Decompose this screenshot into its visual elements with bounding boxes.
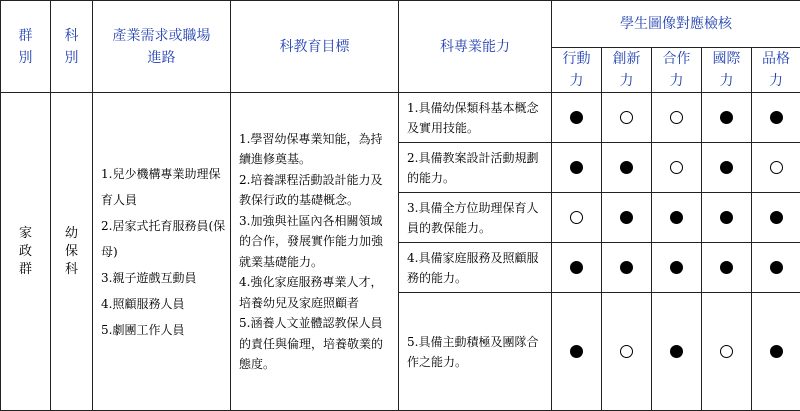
mark-cell (602, 93, 652, 143)
empty-circle-icon (570, 211, 583, 224)
career-item-text: 1.兒少機構專業助理保育人員 (101, 167, 220, 207)
filled-circle-icon (620, 261, 633, 274)
empty-circle-icon (670, 111, 683, 124)
mark-cell (652, 193, 702, 243)
ability-cell-2 (399, 143, 552, 193)
ability-text: 5.具備主動積極及團隊合作之能力。 (399, 332, 551, 372)
goal-item (239, 170, 394, 211)
portrait-col-label: 國際 力 (702, 48, 751, 92)
mark-cell (702, 93, 752, 143)
mark-cell (752, 293, 800, 411)
goals-cell (231, 93, 399, 411)
empty-circle-icon (720, 345, 733, 358)
career-item (101, 161, 226, 213)
mark-cell (552, 193, 602, 243)
filled-circle-icon (570, 161, 583, 174)
filled-circle-icon (570, 261, 583, 274)
portrait-col-character (752, 48, 800, 93)
dept-value: 幼 保 科 (51, 225, 92, 279)
filled-circle-icon (770, 111, 783, 124)
filled-circle-icon (620, 211, 633, 224)
filled-circle-icon (570, 111, 583, 124)
career-item-text: 4.照顧服務人員 (101, 297, 184, 311)
filled-circle-icon (770, 261, 783, 274)
group-value: 家 政 群 (1, 225, 50, 279)
portrait-col-innovation (602, 48, 652, 93)
portrait-col-label: 品格 力 (752, 48, 800, 92)
mark-cell (652, 243, 702, 293)
mark-cell (752, 143, 800, 193)
filled-circle-icon (720, 211, 733, 224)
header-portrait (552, 1, 800, 48)
filled-circle-icon (720, 261, 733, 274)
portrait-col-label: 行動 力 (552, 48, 601, 92)
header-group (1, 1, 51, 93)
filled-circle-icon (670, 261, 683, 274)
mark-cell (602, 293, 652, 411)
header-portrait-text: 學生圖像對應檢核 (552, 13, 800, 35)
group-cell (1, 93, 51, 411)
goals-list (231, 129, 398, 375)
filled-circle-icon (620, 161, 633, 174)
mark-cell (702, 193, 752, 243)
mark-cell (552, 143, 602, 193)
career-item (101, 213, 226, 265)
mark-cell (702, 143, 752, 193)
career-item (101, 265, 226, 291)
career-item-text: 3.親子遊戲互動員 (101, 271, 196, 285)
header-goals-text: 科教育目標 (231, 36, 398, 58)
filled-circle-icon (770, 345, 783, 358)
career-item (101, 291, 226, 317)
goal-item-text: 2.培養課程活動設計能力及教保行政的基礎概念。 (239, 173, 382, 208)
mark-cell (552, 243, 602, 293)
career-list (93, 161, 230, 343)
portrait-col-cooperation (652, 48, 702, 93)
header-goals (231, 1, 399, 93)
goal-item-text: 3.加強與社區內各相關領域的合作，發展實作能力加強就業基礎能力。 (239, 214, 383, 269)
mark-cell (652, 143, 702, 193)
career-item-text: 5.劇團工作人員 (101, 323, 184, 337)
ability-cell-4 (399, 243, 552, 293)
filled-circle-icon (770, 211, 783, 224)
filled-circle-icon (720, 111, 733, 124)
mark-cell (602, 143, 652, 193)
header-career-text: 產業需求或職場 進路 (93, 25, 230, 69)
mark-cell (702, 293, 752, 411)
ability-cell-1 (399, 93, 552, 143)
empty-circle-icon (670, 161, 683, 174)
goal-item (239, 313, 394, 375)
header-dept-text: 科 別 (51, 25, 92, 69)
career-item-text: 2.居家式托育服務員(保母) (101, 219, 225, 259)
mark-cell (752, 243, 800, 293)
mark-cell (552, 93, 602, 143)
goal-item (239, 211, 394, 273)
mark-cell (552, 293, 602, 411)
mark-cell (752, 193, 800, 243)
career-item (101, 317, 226, 343)
filled-circle-icon (670, 211, 683, 224)
goal-item-text: 4.強化家庭服務專業人才，培養幼兒及家庭照顧者 (239, 275, 382, 310)
header-career (93, 1, 231, 93)
portrait-col-action (552, 48, 602, 93)
empty-circle-icon (620, 345, 633, 358)
goal-item-text: 1.學習幼保專業知能，為持續進修奠基。 (239, 132, 382, 167)
filled-circle-icon (720, 161, 733, 174)
mark-cell (652, 93, 702, 143)
mark-cell (602, 193, 652, 243)
portrait-col-label: 創新 力 (602, 48, 651, 92)
mark-cell (752, 93, 800, 143)
ability-text: 1.具備幼保類科基本概念及實用技能。 (399, 98, 551, 138)
header-dept (51, 1, 93, 93)
header-group-text: 群 別 (1, 25, 50, 69)
filled-circle-icon (670, 345, 683, 358)
portrait-col-international (702, 48, 752, 93)
mark-cell (652, 293, 702, 411)
goal-item (239, 272, 394, 313)
filled-circle-icon (570, 345, 583, 358)
goal-item (239, 129, 394, 170)
dept-cell (51, 93, 93, 411)
mark-cell (702, 243, 752, 293)
ability-text: 3.具備全方位助理保育人員的教保能力。 (399, 198, 551, 238)
ability-text: 4.具備家庭服務及照顧服務的能力。 (399, 248, 551, 288)
empty-circle-icon (770, 161, 783, 174)
ability-cell-3 (399, 193, 552, 243)
mark-cell (602, 243, 652, 293)
goal-item-text: 5.涵養人文並體認教保人員的責任與倫理，培養敬業的態度。 (239, 316, 383, 371)
ability-cell-5 (399, 293, 552, 411)
header-abilities-text: 科專業能力 (399, 36, 551, 58)
portrait-col-label: 合作 力 (652, 48, 701, 92)
career-cell (93, 93, 231, 411)
empty-circle-icon (620, 111, 633, 124)
ability-text: 2.具備教案設計活動規劃的能力。 (399, 148, 551, 188)
header-abilities (399, 1, 552, 93)
